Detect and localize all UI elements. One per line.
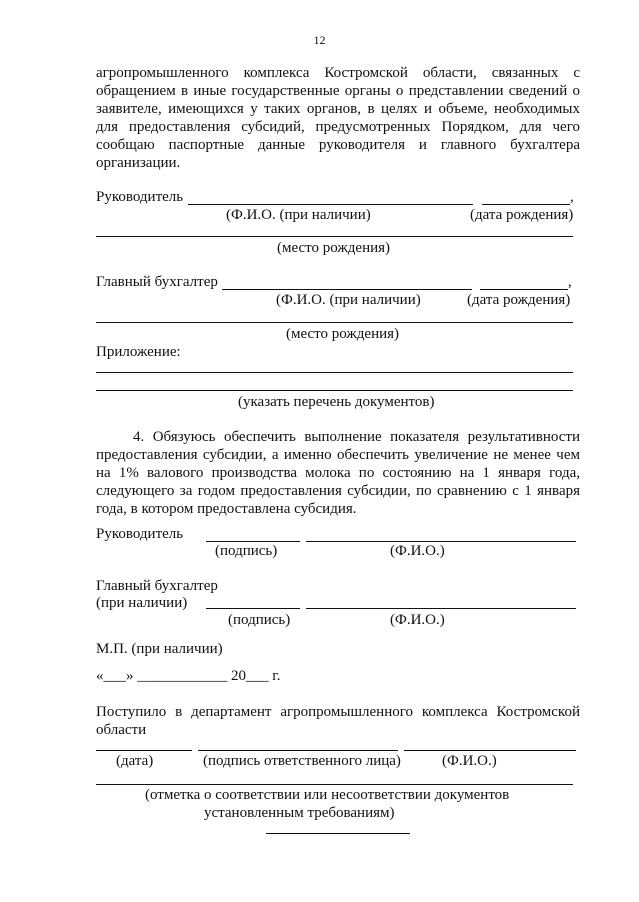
accountant-fio-field[interactable] (222, 289, 472, 290)
appendix-label: Приложение: (96, 344, 181, 360)
if-any-label: (при наличии) (96, 595, 188, 611)
date-caption: (дата) (116, 753, 154, 769)
received-date-field[interactable] (96, 750, 192, 751)
comma: , (568, 274, 572, 290)
fio-caption: (Ф.И.О.) (390, 543, 445, 559)
signature-caption: (подпись) (228, 612, 291, 628)
list-docs-caption: (указать перечень документов) (238, 394, 435, 410)
head-birthdate-field[interactable] (482, 204, 570, 205)
head-birthplace-field[interactable] (96, 236, 573, 237)
responsible-signature-field[interactable] (198, 750, 398, 751)
responsible-signature-caption: (подпись ответственного лица) (203, 753, 401, 769)
chief-accountant-label: Главный бухгалтер (96, 578, 218, 594)
received-fio-field[interactable] (404, 750, 576, 751)
compliance-mark-caption-2: установленным требованиям) (204, 805, 395, 821)
birth-place-caption: (место рождения) (277, 240, 391, 256)
seal-label: М.П. (при наличии) (96, 641, 223, 657)
birth-place-caption: (место рождения) (286, 326, 400, 342)
bottom-separator (266, 833, 410, 834)
fio-caption: (Ф.И.О.) (442, 753, 497, 769)
head-label: Руководитель (96, 526, 184, 542)
head-label: Руководитель (96, 189, 184, 205)
fio-if-any-caption: (Ф.И.О. (при наличии) (276, 292, 421, 308)
birth-date-caption: (дата рождения) (470, 207, 574, 223)
obligation-paragraph: 4. Обязуюсь обеспечить выполнение показателя результативности предоставления субсидии, а именно обеспечить увеличение не менее чем на 1% валового производства молока по состоянию на 1 января года, следующего за годом предоставления субсидии, по сравнению с 1 января года, в котором предоставлена субсидия. (96, 429, 580, 517)
appendix-line-2[interactable] (96, 390, 573, 391)
compliance-mark-field[interactable] (96, 784, 573, 785)
received-paragraph: Поступило в департамент агропромышленного комплекса Костромской области (96, 704, 580, 738)
comma: , (570, 189, 574, 205)
date-line[interactable]: «___» ____________ 20___ г. (96, 668, 281, 684)
accountant-signature-field[interactable] (206, 608, 300, 609)
intro-paragraph: агропромышленного комплекса Костромской области, связанных с обращением в иные государственные органы о представлении сведений о заявителе, имеющихся у таких органов, в целях и объеме, необходимых для предоставления субсидий, предусмотренных Порядком, для чего сообщаю паспортные данные руководителя и главного бухгалтера организации. (96, 65, 580, 171)
fio-if-any-caption: (Ф.И.О. (при наличии) (226, 207, 371, 223)
page-number: 12 (313, 33, 326, 47)
head-fio-field[interactable] (188, 204, 473, 205)
appendix-line-1[interactable] (96, 372, 573, 373)
accountant-fio-field[interactable] (306, 608, 576, 609)
signature-caption: (подпись) (215, 543, 278, 559)
fio-caption: (Ф.И.О.) (390, 612, 445, 628)
compliance-mark-caption: (отметка о соответствии или несоответствии документов (145, 787, 510, 803)
accountant-birthdate-field[interactable] (480, 289, 568, 290)
accountant-birthplace-field[interactable] (96, 322, 573, 323)
birth-date-caption: (дата рождения) (467, 292, 571, 308)
chief-accountant-label: Главный бухгалтер (96, 274, 218, 290)
